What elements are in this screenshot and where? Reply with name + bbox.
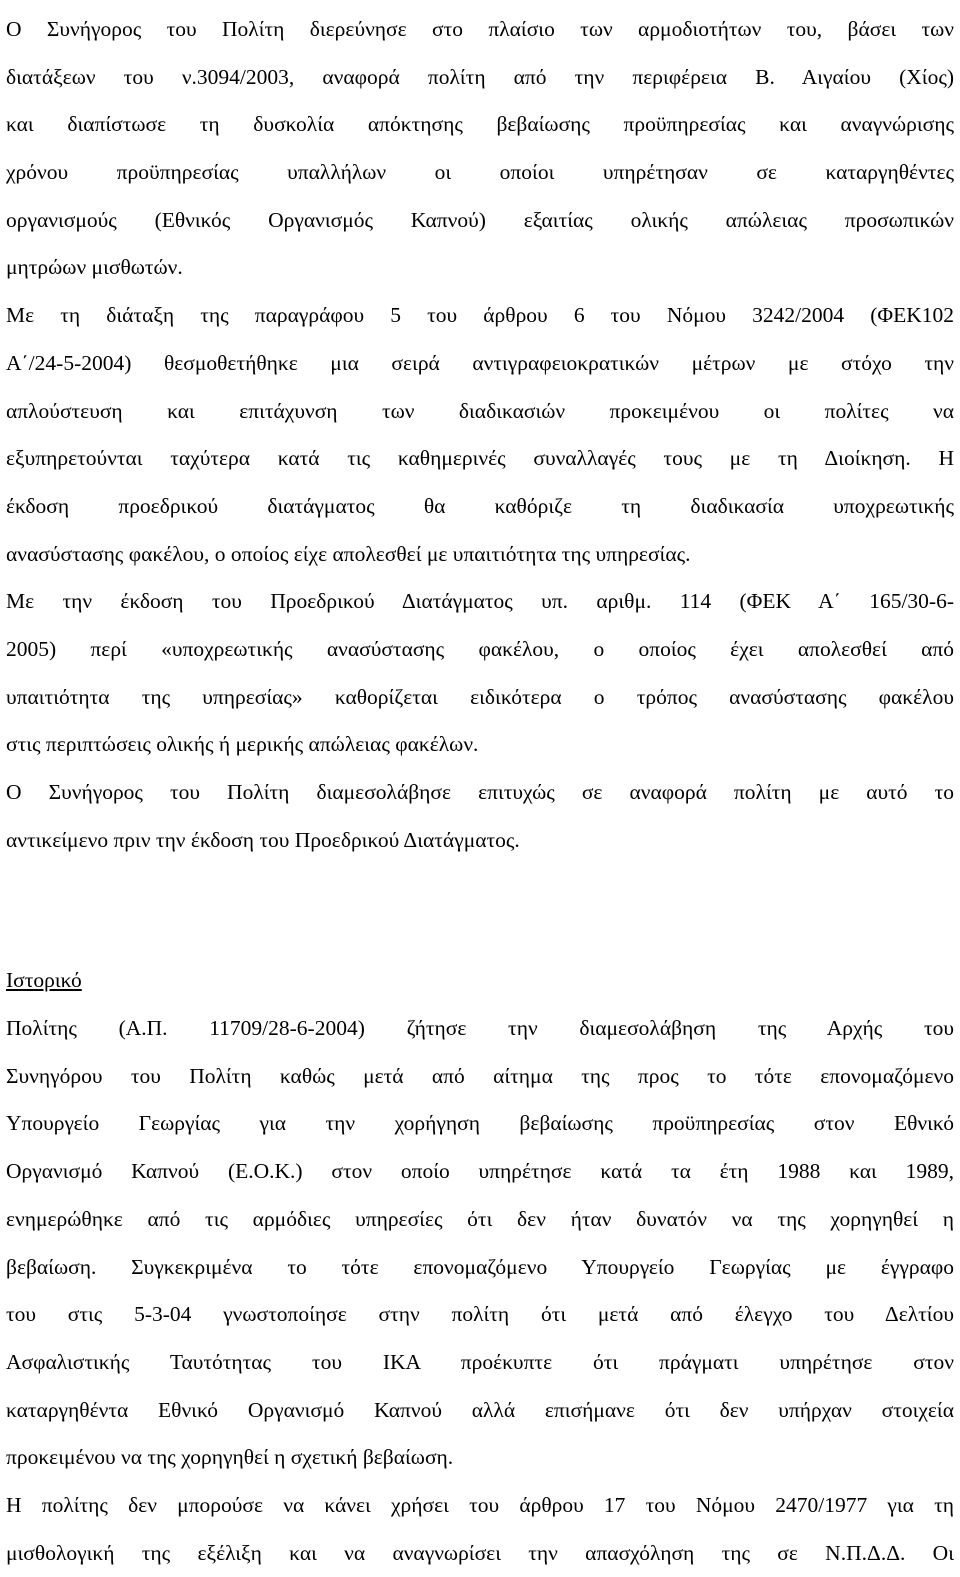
text-line: Η πολίτης δεν μπορούσε να κάνει χρήσει του άρθρου 17 του Νόμου 2470/1977 για τη [6, 1492, 954, 1517]
document-page [6, 0, 954, 1577]
text-line: διατάξεων του ν.3094/2003, αναφορά πολίτη από την περιφέρεια Β. Αιγαίου (Χίος) [6, 64, 954, 89]
text-line: Ο Συνήγορος του Πολίτη διαμεσολάβησε επιτυχώς σε αναφορά πολίτη με αυτό το [6, 780, 954, 804]
text-line: 2005) περί «υποχρεωτικής ανασύστασης φακέλου, ο οποίος έχει απολεσθεί από [6, 636, 954, 661]
text-line: αντικείμενο πριν την έκδοση του Προεδρικού Διατάγματος. [6, 827, 520, 852]
text-line: καταργηθέντα Εθνικό Οργανισμό Καπνού αλλά επισήμανε ότι δεν υπήρχαν στοιχεία [6, 1397, 954, 1422]
text-line: προκειμένου να της χορηγηθεί η σχετική βεβαίωση. [6, 1445, 454, 1470]
text-line: ανασύστασης φακέλου, ο οποίος είχε απολεσθεί με υπαιτιότητα της υπηρεσίας. [6, 541, 691, 566]
text-line: Ο Συνήγορος του Πολίτη διερεύνησε στο πλαίσιο των αρμοδιοτήτων του, βάσει των [6, 17, 954, 41]
text-line: μισθολογική της εξέλιξη και να αναγνωρίσει την απασχόληση της σε Ν.Π.Δ.Δ. Οι [6, 1540, 954, 1565]
text-line: Με την έκδοση του Προεδρικού Διατάγματος υπ. αριθμ. 114 (ΦΕΚ Α΄ 165/30-6- [6, 589, 954, 614]
text-line: εξυπηρετούνται ταχύτερα κατά τις καθημερινές συναλλαγές τους με τη Διοίκηση. Η [6, 446, 954, 471]
text-line: υπαιτιότητα της υπηρεσίας» καθορίζεται ειδικότερα ο τρόπος ανασύστασης φακέλου [6, 684, 954, 709]
text-line: Υπουργείο Γεωργίας για την χορήγηση βεβαίωσης προϋπηρεσίας στον Εθνικό [6, 1111, 954, 1136]
text-line: Με τη διάταξη της παραγράφου 5 του άρθρου 6 του Νόμου 3242/2004 (ΦΕΚ102 [6, 303, 954, 328]
text-line: βεβαίωση. Συγκεκριμένα το τότε επονομαζόμενο Υπουργείο Γεωργίας με έγγραφο [6, 1254, 954, 1279]
paragraph-law-provision [6, 292, 954, 578]
text-line: Α΄/24-5-2004) θεσμοθετήθηκε μια σειρά αντιγραφειοκρατικών μέτρων με στόχο την [6, 350, 954, 375]
paragraph-presidential-decree [6, 578, 954, 769]
text-line: οργανισμούς (Εθνικός Οργανισμός Καπνού) εξαιτίας ολικής απώλειας προσωπικών [6, 207, 954, 232]
section-heading-history [6, 957, 954, 1005]
paragraph-mediation-result [6, 769, 954, 864]
text-line: του στις 5-3-04 γνωστοποίησε στην πολίτη ότι μετά από έλεγχο του Δελτίου [6, 1302, 954, 1327]
text-line: Οργανισμό Καπνού (Ε.Ο.Κ.) στον οποίο υπηρέτησε κατά τα έτη 1988 και 1989, [6, 1159, 954, 1184]
text-line: Συνηγόρου του Πολίτη καθώς μετά από αίτημα της προς το τότε επονομαζόμενο [6, 1063, 954, 1088]
text-line: χρόνου προϋπηρεσίας υπαλλήλων οι οποίοι υπηρέτησαν σε καταργηθέντες [6, 160, 954, 185]
text-line: μητρώων μισθωτών. [6, 255, 183, 280]
text-line: στις περιπτώσεις ολικής ή μερικής απώλειας φακέλων. [6, 732, 479, 757]
section-spacer [6, 864, 954, 957]
paragraph-ombudsman-investigation [6, 6, 954, 292]
text-line: και διαπίστωσε τη δυσκολία απόκτησης βεβαίωσης προϋπηρεσίας και αναγνώρισης [6, 112, 954, 137]
paragraph-citizen-situation [6, 1482, 954, 1577]
text-line: Ασφαλιστικής Ταυτότητας του ΙΚΑ προέκυπτε ότι πράγματι υπηρέτησε στον [6, 1349, 954, 1374]
text-line: απλούστευση και επιτάχυνση των διαδικασιών προκειμένου οι πολίτες να [6, 398, 954, 423]
text-line: Πολίτης (Α.Π. 11709/28-6-2004) ζήτησε την διαμεσολάβηση της Αρχής του [6, 1016, 954, 1041]
paragraph-case-history [6, 1005, 954, 1482]
history-heading: Ιστορικό [6, 968, 82, 993]
text-line: ενημερώθηκε από τις αρμόδιες υπηρεσίες ότι δεν ήταν δυνατόν να της χορηγηθεί η [6, 1206, 954, 1231]
text-line: έκδοση προεδρικού διατάγματος θα καθόριζε τη διαδικασία υποχρεωτικής [6, 493, 954, 518]
